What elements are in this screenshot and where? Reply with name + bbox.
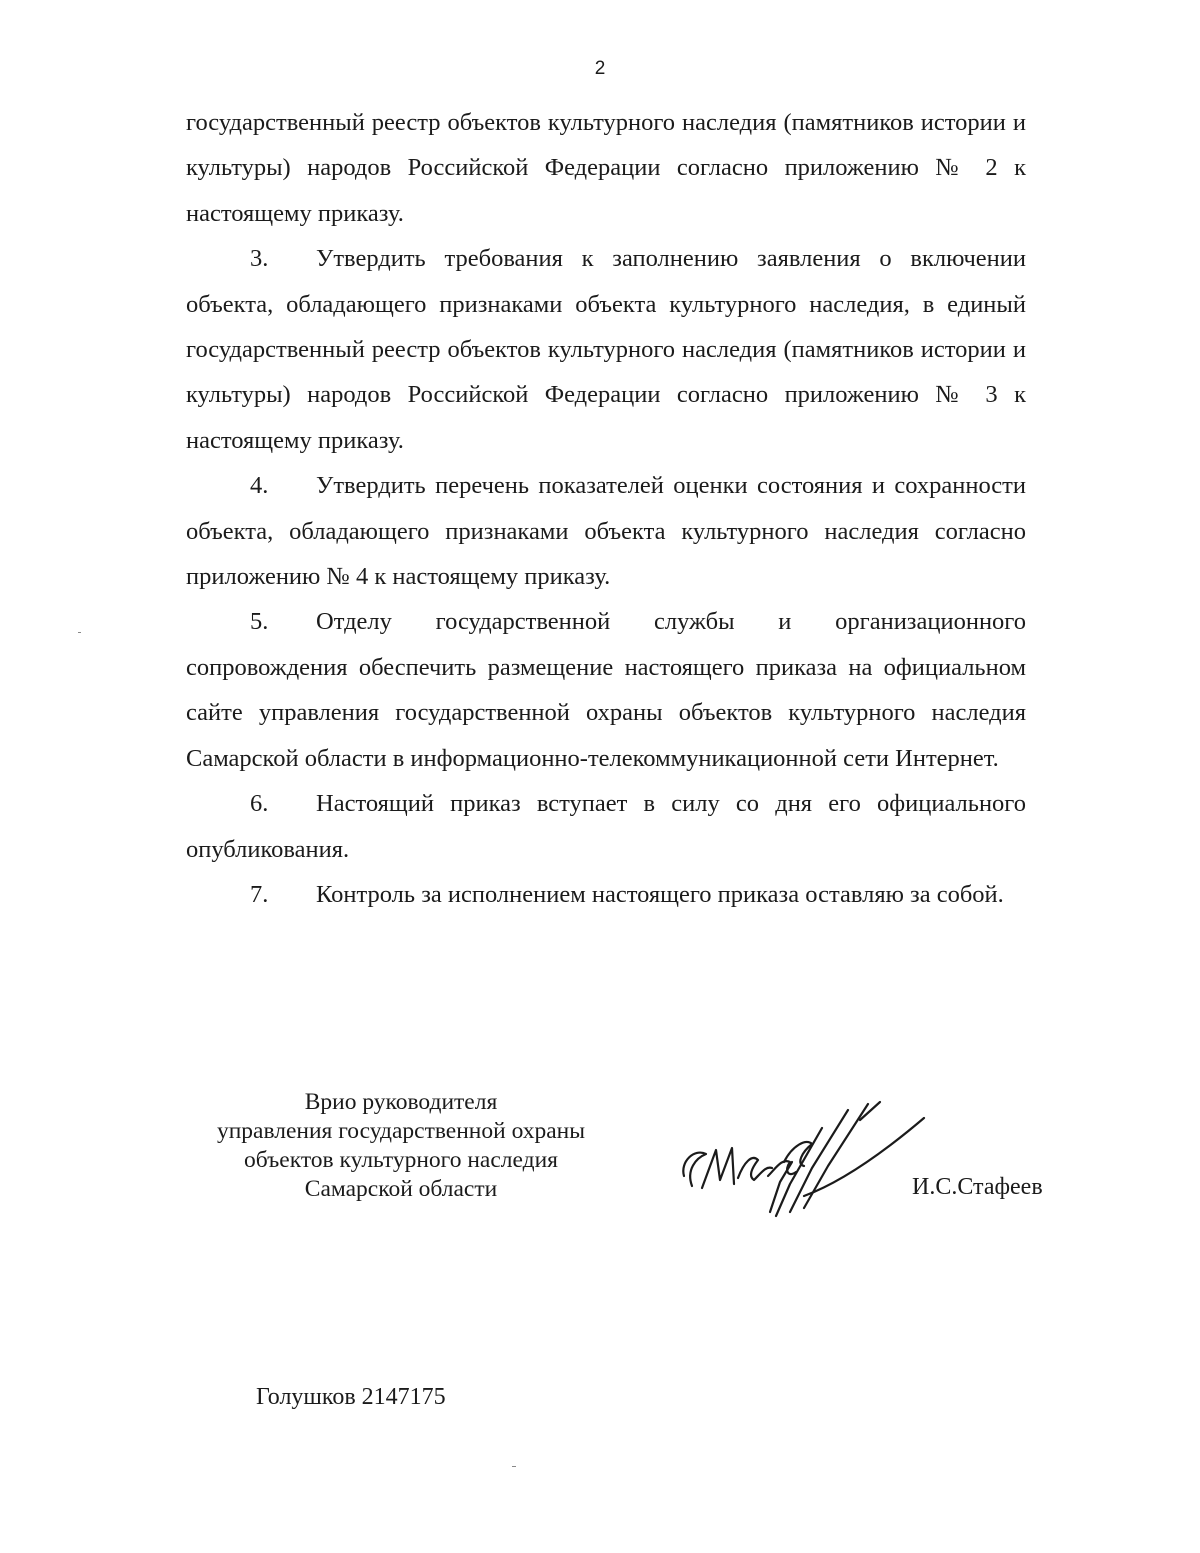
paragraph-text: Контроль за исполнением настоящего приказа оставляю за собой. <box>316 880 1004 908</box>
scan-artifact <box>512 1466 516 1467</box>
paragraph-item-5 <box>186 599 1026 781</box>
page-number: 2 <box>594 58 606 79</box>
document-body <box>186 100 1026 917</box>
paragraph-item-6 <box>186 781 1026 872</box>
paragraph-item-4 <box>186 463 1026 599</box>
paragraph-number: 5. <box>250 608 269 636</box>
paragraph-item-3 <box>186 236 1026 463</box>
paragraph-number: 7. <box>250 880 269 908</box>
paragraph-item-7 <box>186 872 1026 917</box>
signer-name: И.С.Стафеев <box>912 1174 1043 1200</box>
position-line: Самарской области <box>304 1176 498 1202</box>
signatory-position <box>186 1088 616 1204</box>
paragraph-number: 4. <box>250 472 269 500</box>
position-line: управления государственной охраны <box>216 1118 586 1144</box>
paragraph-text: Утвердить перечень показателей оценки состояния и сохранности объекта, обладающего признаками объекта культурного наследия согласно приложению № 4 к настоящему приказу. <box>186 472 1026 591</box>
position-line: объектов культурного наследия <box>244 1147 558 1173</box>
paragraph-text: Отделу государственной службы и организационного сопровождения обеспечить размещение настоящего приказа на официальном сайте управления государственной охраны объектов культурного наследия Самарской области в информационно-телекоммуникационной сети Интернет. <box>186 608 1026 772</box>
paragraph-continuation: государственный реестр объектов культурного наследия (памятников истории и культуры) народов Российской Федерации согласно приложению № 2 к настоящему приказу. <box>186 109 1026 227</box>
paragraph-text: Утвердить требования к заполнению заявления о включении объекта, обладающего признаками объекта культурного наследия, в единый государственный реестр объектов культурного наследия (памятников истории и культуры) народов Российской Федерации согласно приложению № 3 к настоящему приказу. <box>186 245 1026 454</box>
paragraph-number: 6. <box>250 790 269 818</box>
executor-info: Голушков 2147175 <box>256 1384 446 1410</box>
paragraph-text: Настоящий приказ вступает в силу со дня его официального опубликования. <box>186 790 1026 863</box>
paragraph-number: 3. <box>250 245 269 273</box>
handwritten-signature <box>672 1092 932 1232</box>
scan-artifact <box>78 632 81 633</box>
position-line: Врио руководителя <box>304 1089 498 1115</box>
